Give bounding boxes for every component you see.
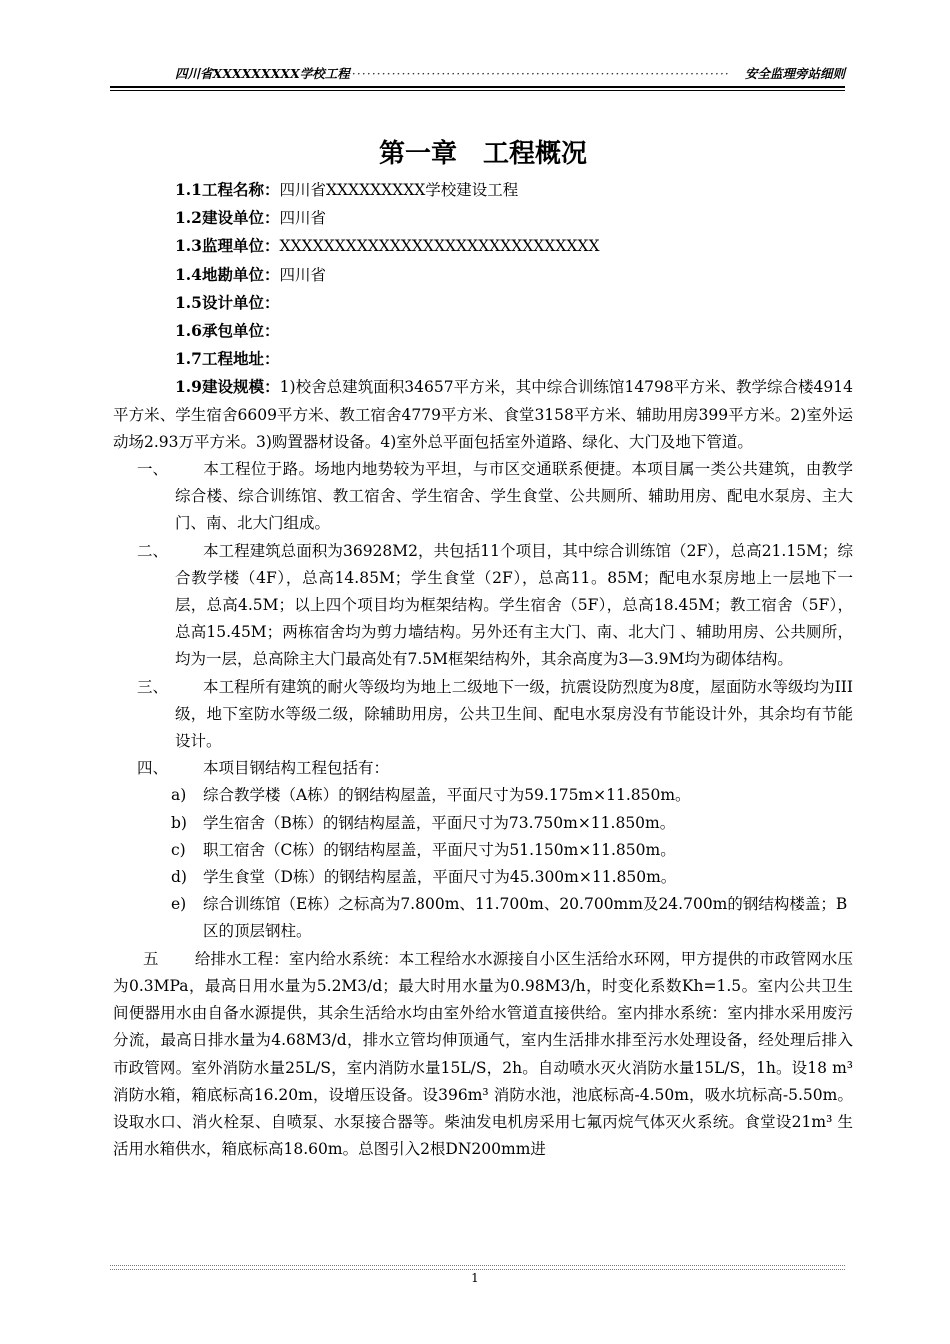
steel-item-number: a) bbox=[171, 786, 187, 805]
steel-item bbox=[113, 891, 853, 945]
chapter-title: 第一章 工程概况 bbox=[378, 139, 587, 169]
section-water bbox=[113, 946, 853, 1164]
steel-item-text: 综合教学楼（A栋）的钢结构屋盖，平面尺寸为59.175m×11.850m。 bbox=[203, 786, 691, 805]
field-label: 1.2建设单位： bbox=[175, 208, 280, 228]
field-label: 1.5设计单位： bbox=[175, 292, 280, 312]
steel-item-text: 职工宿舍（C栋）的钢结构屋盖，平面尺寸为51.150m×11.850m。 bbox=[203, 840, 676, 859]
header-dots: ············································································ bbox=[351, 65, 730, 81]
field-value: 四川省 bbox=[279, 209, 326, 228]
section-item bbox=[113, 755, 853, 782]
field-label: 1.9建设规模： bbox=[175, 377, 280, 397]
steel-item bbox=[113, 837, 853, 864]
field-scale bbox=[113, 373, 853, 456]
steel-item bbox=[113, 810, 853, 837]
header-rule-thin bbox=[110, 90, 845, 91]
page-header bbox=[175, 64, 845, 82]
field-value: 四川省XXXXXXXXX学校建设工程 bbox=[279, 181, 519, 199]
field-label: 1.3监理单位： bbox=[175, 236, 280, 256]
field-contractor bbox=[113, 317, 853, 345]
section-number: 三、 bbox=[137, 677, 169, 696]
page-number: 1 bbox=[471, 1271, 479, 1285]
section-number: 四、 bbox=[137, 759, 169, 778]
document-body bbox=[113, 136, 853, 1163]
section-text: 本项目钢结构工程包括有： bbox=[203, 759, 390, 778]
field-design bbox=[113, 289, 853, 317]
section-text: 给排水工程：室内给水系统：本工程给水水源接自小区生活给水环网，甲方提供的市政管网水压为0.3MPa，最高日用水量为5.2M3/d；最大时用水量为0.98M3/h，时变化系数Kh=1.5。室内公共卫生间便器用水由自备水源提供，其余生活给水均由室外给水管道直接供给。室内排水系统：室内排水采用废污分流，最高日排水量为4.68M3/d，排水立管均伸顶通气，室内生活排水排至污水处理设备，经处理后排入市政管网。室外消防水量25L/S，室内消防水量15L/S，2h。自动喷水灭火消防水量15L/S，1h。设18 m³ 消防水箱，箱底标高16.20m，设增压设备。设396m³ 消防水池，池底标高-4.50m，吸水坑标高-5.50m。设取水口、消火栓泵、自喷泵、水泵接合器等。柴油发电机房采用七氟丙烷气体灭火系统。食堂设21m³ 生活用水箱供水，箱底标高18.60m。总图引入2根DN200mm进 bbox=[113, 949, 853, 1159]
field-project-name bbox=[113, 176, 853, 204]
steel-item-text: 学生宿舍（B栋）的钢结构屋盖，平面尺寸为73.750m×11.850m。 bbox=[203, 813, 676, 832]
section-number: 五 bbox=[143, 949, 159, 968]
steel-item-number: d) bbox=[171, 868, 187, 887]
header-left: 四川省XXXXXXXXX学校工程 bbox=[175, 66, 350, 81]
field-label: 1.7工程地址： bbox=[175, 349, 280, 369]
field-label: 1.6承包单位： bbox=[175, 321, 280, 341]
field-value: XXXXXXXXXXXXXXXXXXXXXXXXXXXXX bbox=[279, 237, 600, 256]
section-number: 二、 bbox=[137, 541, 169, 560]
field-value: 四川省 bbox=[279, 265, 326, 284]
steel-item bbox=[113, 782, 853, 809]
field-value: 1)校舍总建筑面积34657平方米，其中综合训练馆14798平方米、教学综合楼4914平方米、学生宿舍6609平方米、教工宿舍4779平方米、食堂3158平方米、辅助用房399平方米。2)室外运动场2.93万平方米。3)购置器材设备。4)室外总平面包括室外道路、绿化、大门及地下管道。 bbox=[113, 378, 854, 451]
field-label: 1.1工程名称： bbox=[175, 180, 280, 199]
section-item bbox=[113, 674, 853, 756]
footer-rule bbox=[110, 1265, 845, 1270]
field-label: 1.4地勘单位： bbox=[175, 264, 280, 284]
field-survey bbox=[113, 261, 853, 289]
steel-item-number: e) bbox=[171, 895, 187, 914]
section-text: 本工程所有建筑的耐火等级均为地上二级地下一级，抗震设防烈度为8度，屋面防水等级均为III级，地下室防水等级二级，除辅助用房，公共卫生间、配电水泵房没有节能设计外，其余均有节能设计。 bbox=[175, 677, 853, 751]
field-owner bbox=[113, 204, 853, 232]
steel-item-text: 综合训练馆（E栋）之标高为7.800m、11.700m、20.700mm及24.700m的钢结构楼盖；B区的顶层钢柱。 bbox=[203, 895, 848, 941]
steel-item-number: b) bbox=[171, 813, 187, 832]
header-rule bbox=[110, 86, 845, 88]
section-text: 本工程位于路。场地内地势较为平坦，与市区交通联系便捷。本项目属一类公共建筑，由教学综合楼、综合训练馆、教工宿舍、学生宿舍、学生食堂、公共厕所、辅助用房、配电水泵房、主大门、南、北大门组成。 bbox=[175, 460, 853, 533]
section-number: 一、 bbox=[137, 460, 169, 479]
steel-item-text: 学生食堂（D栋）的钢结构屋盖，平面尺寸为45.300m×11.850m。 bbox=[203, 868, 677, 887]
section-text: 本工程建筑总面积为36928M2，共包括11个项目，其中综合训练馆（2F），总高21.15M；综合教学楼（4F），总高14.85M；学生食堂（2F），总高11。85M；配电水泵房地上一层地下一层，总高4.5M；以上四个项目均为框架结构。学生宿舍（5F），总高18.45M；教工宿舍（5F），总高15.45M；两栋宿舍均为剪力墙结构。另外还有主大门、南、北大门 、辅助用房、公共厕所，均为一层，总高除主大门最高处有7.5M框架结构外，其余高度为3—3.9M均为砌体结构。 bbox=[175, 541, 853, 669]
section-item bbox=[113, 456, 853, 538]
header-right: 安全监理旁站细则 bbox=[744, 66, 845, 81]
steel-item-number: c) bbox=[171, 840, 186, 859]
steel-item bbox=[113, 864, 853, 891]
field-supervisor bbox=[113, 232, 853, 260]
field-address bbox=[113, 345, 853, 373]
section-item bbox=[113, 538, 853, 674]
